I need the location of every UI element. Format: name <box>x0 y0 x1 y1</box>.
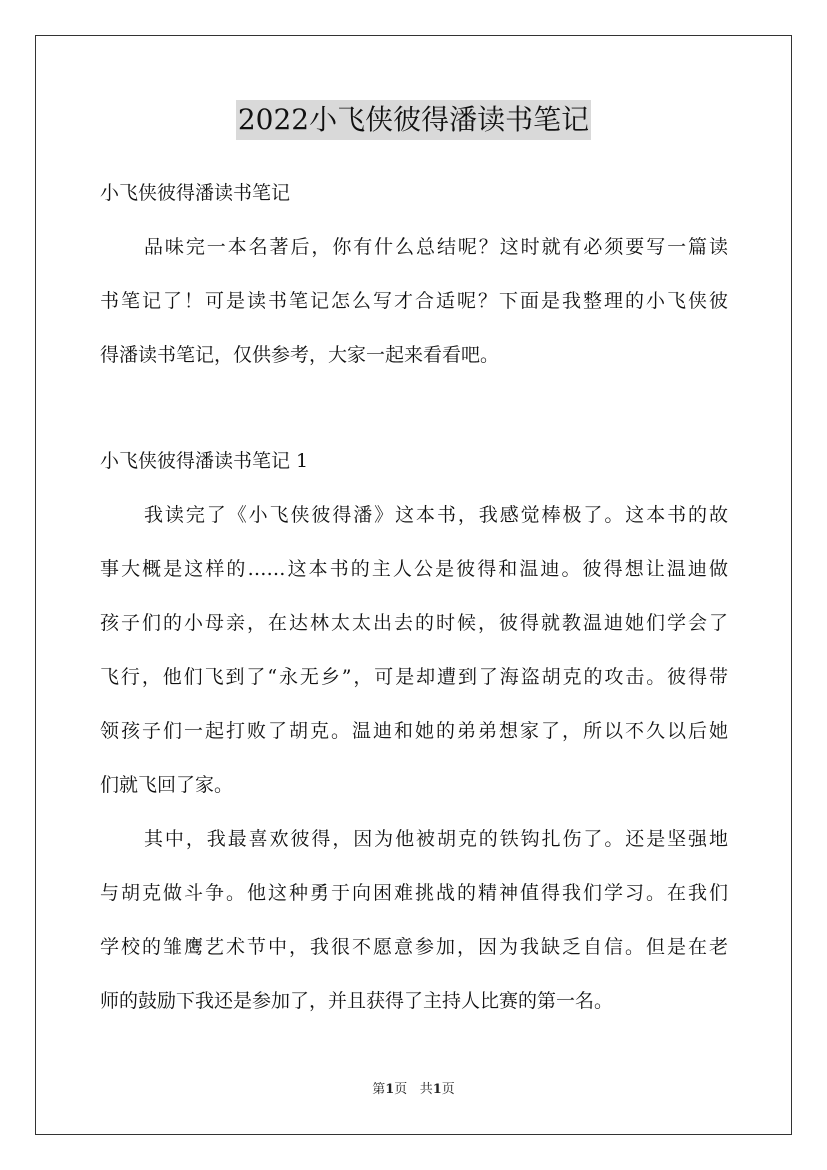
intro-line: 品味完一本名著后，你有什么总结呢？这时就有必须要写一篇读 <box>144 236 728 258</box>
paragraph1-line: 事大概是这样的……这本书的主人公是彼得和温迪。彼得想让温迪做 <box>100 558 728 580</box>
document-subtitle: 小飞侠彼得潘读书笔记 <box>100 182 291 204</box>
paragraph2-line: 学校的雏鹰艺术节中，我很不愿意参加，因为我缺乏自信。但是在老 <box>100 936 728 958</box>
page-suffix: 页 <box>394 1082 408 1097</box>
section-heading: 小飞侠彼得潘读书笔记 1 <box>100 450 309 472</box>
document-title: 2022小飞侠彼得潘读书笔记 <box>236 100 591 140</box>
paragraph2-line: 与胡克做斗争。他这种勇于向困难挑战的精神值得我们学习。在我们 <box>100 882 728 904</box>
paragraph1-line: 我读完了《小飞侠彼得潘》这本书，我感觉棒极了。这本书的故 <box>144 504 728 526</box>
title-area <box>0 100 827 140</box>
paragraph-gap <box>100 382 728 434</box>
document-body <box>100 166 728 1028</box>
paragraph1-line: 飞行，他们飞到了“永无乡”，可是却遭到了海盗胡克的攻击。彼得带 <box>100 666 728 688</box>
page-total: 1 <box>432 1082 442 1097</box>
intro-line: 书笔记了！可是读书笔记怎么写才合适呢？下面是我整理的小飞侠彼 <box>100 290 728 312</box>
paragraph1-line: 孩子们的小母亲，在达林太太出去的时候，彼得就教温迪她们学会了 <box>100 612 728 634</box>
total-suffix: 页 <box>441 1082 455 1097</box>
total-prefix: 共 <box>419 1082 433 1097</box>
paragraph1-line: 们就飞回了家。 <box>100 774 234 796</box>
paragraph2-line: 师的鼓励下我还是参加了，并且获得了主持人比赛的第一名。 <box>100 990 614 1012</box>
page-footer <box>0 1080 827 1100</box>
paragraph2-line: 其中，我最喜欢彼得，因为他被胡克的铁钩扎伤了。还是坚强地 <box>144 828 728 850</box>
paragraph1-line: 领孩子们一起打败了胡克。温迪和她的弟弟想家了，所以不久以后她 <box>100 720 728 742</box>
intro-line: 得潘读书笔记，仅供参考，大家一起来看看吧。 <box>100 344 500 366</box>
page-prefix: 第 <box>372 1082 386 1097</box>
page-current: 1 <box>385 1082 395 1097</box>
